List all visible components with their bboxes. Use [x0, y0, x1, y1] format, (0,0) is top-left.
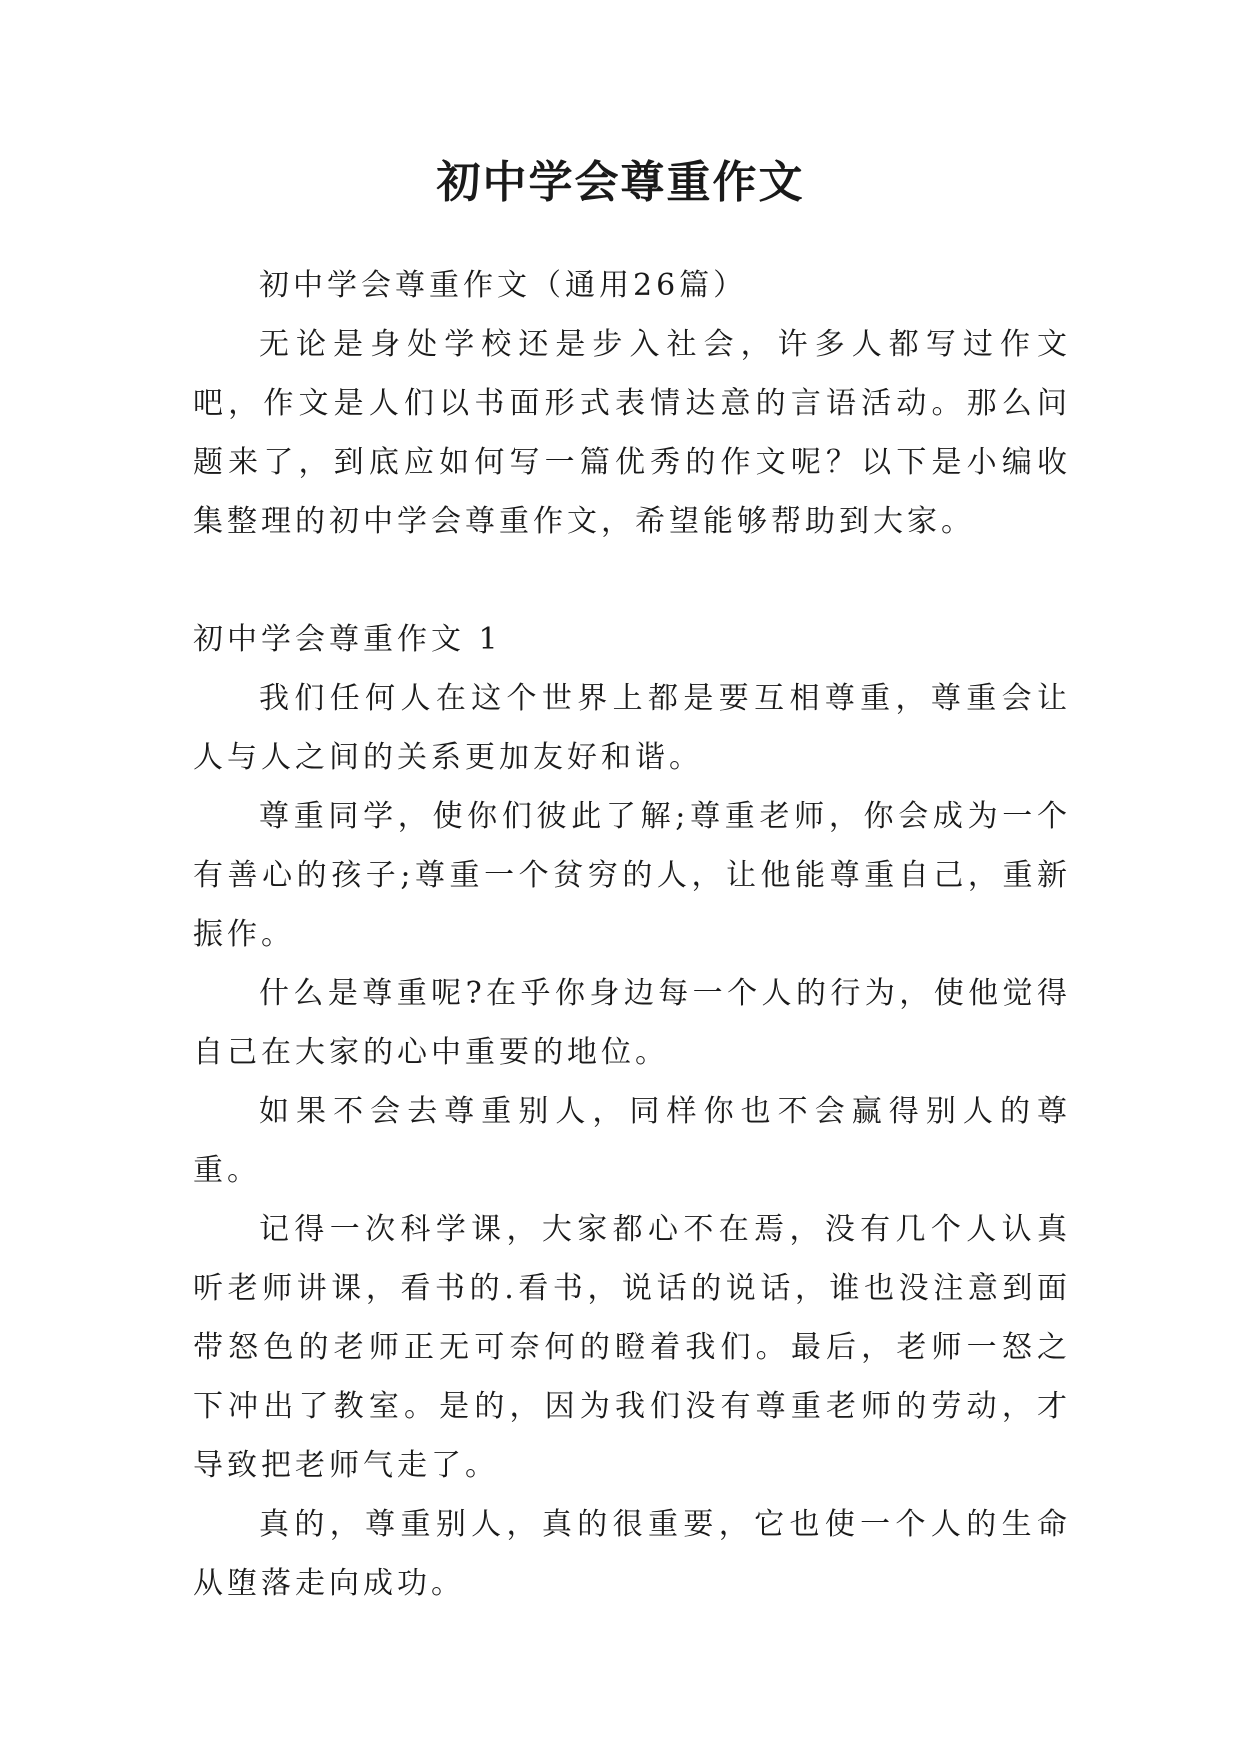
body-paragraph: 记得一次科学课，大家都心不在焉，没有几个人认真听老师讲课，看书的.看书，说话的说话，谁也没注意到面带怒色的老师正无可奈何的瞪着我们。最后，老师一怒之下冲出了教室。是的，因为我们没有尊重老师的劳动，才导致把老师气走了。	[193, 1212, 1071, 1483]
intro-paragraph: 无论是身处学校还是步入社会，许多人都写过作文吧，作文是人们以书面形式表情达意的言语活动。那么问题来了，到底应如何写一篇优秀的作文呢？以下是小编收集整理的初中学会尊重作文，希望能够帮助到大家。	[193, 327, 1071, 539]
document-title: 初中学会尊重作文	[436, 157, 805, 208]
body-paragraph: 尊重同学，使你们彼此了解;尊重老师，你会成为一个有善心的孩子;尊重一个贫穷的人，让他能尊重自己，重新振作。	[193, 799, 1071, 952]
section-heading: 初中学会尊重作文 1	[193, 622, 502, 657]
document-body	[193, 256, 1071, 1613]
body-paragraph: 什么是尊重呢?在乎你身边每一个人的行为，使他觉得自己在大家的心中重要的地位。	[193, 976, 1071, 1070]
body-paragraph: 真的，尊重别人，真的很重要，它也使一个人的生命从堕落走向成功。	[193, 1507, 1071, 1601]
document-subtitle: 初中学会尊重作文（通用26篇）	[259, 268, 748, 303]
body-paragraph: 如果不会去尊重别人，同样你也不会赢得别人的尊重。	[193, 1094, 1071, 1188]
body-paragraph: 我们任何人在这个世界上都是要互相尊重，尊重会让人与人之间的关系更加友好和谐。	[193, 681, 1071, 775]
